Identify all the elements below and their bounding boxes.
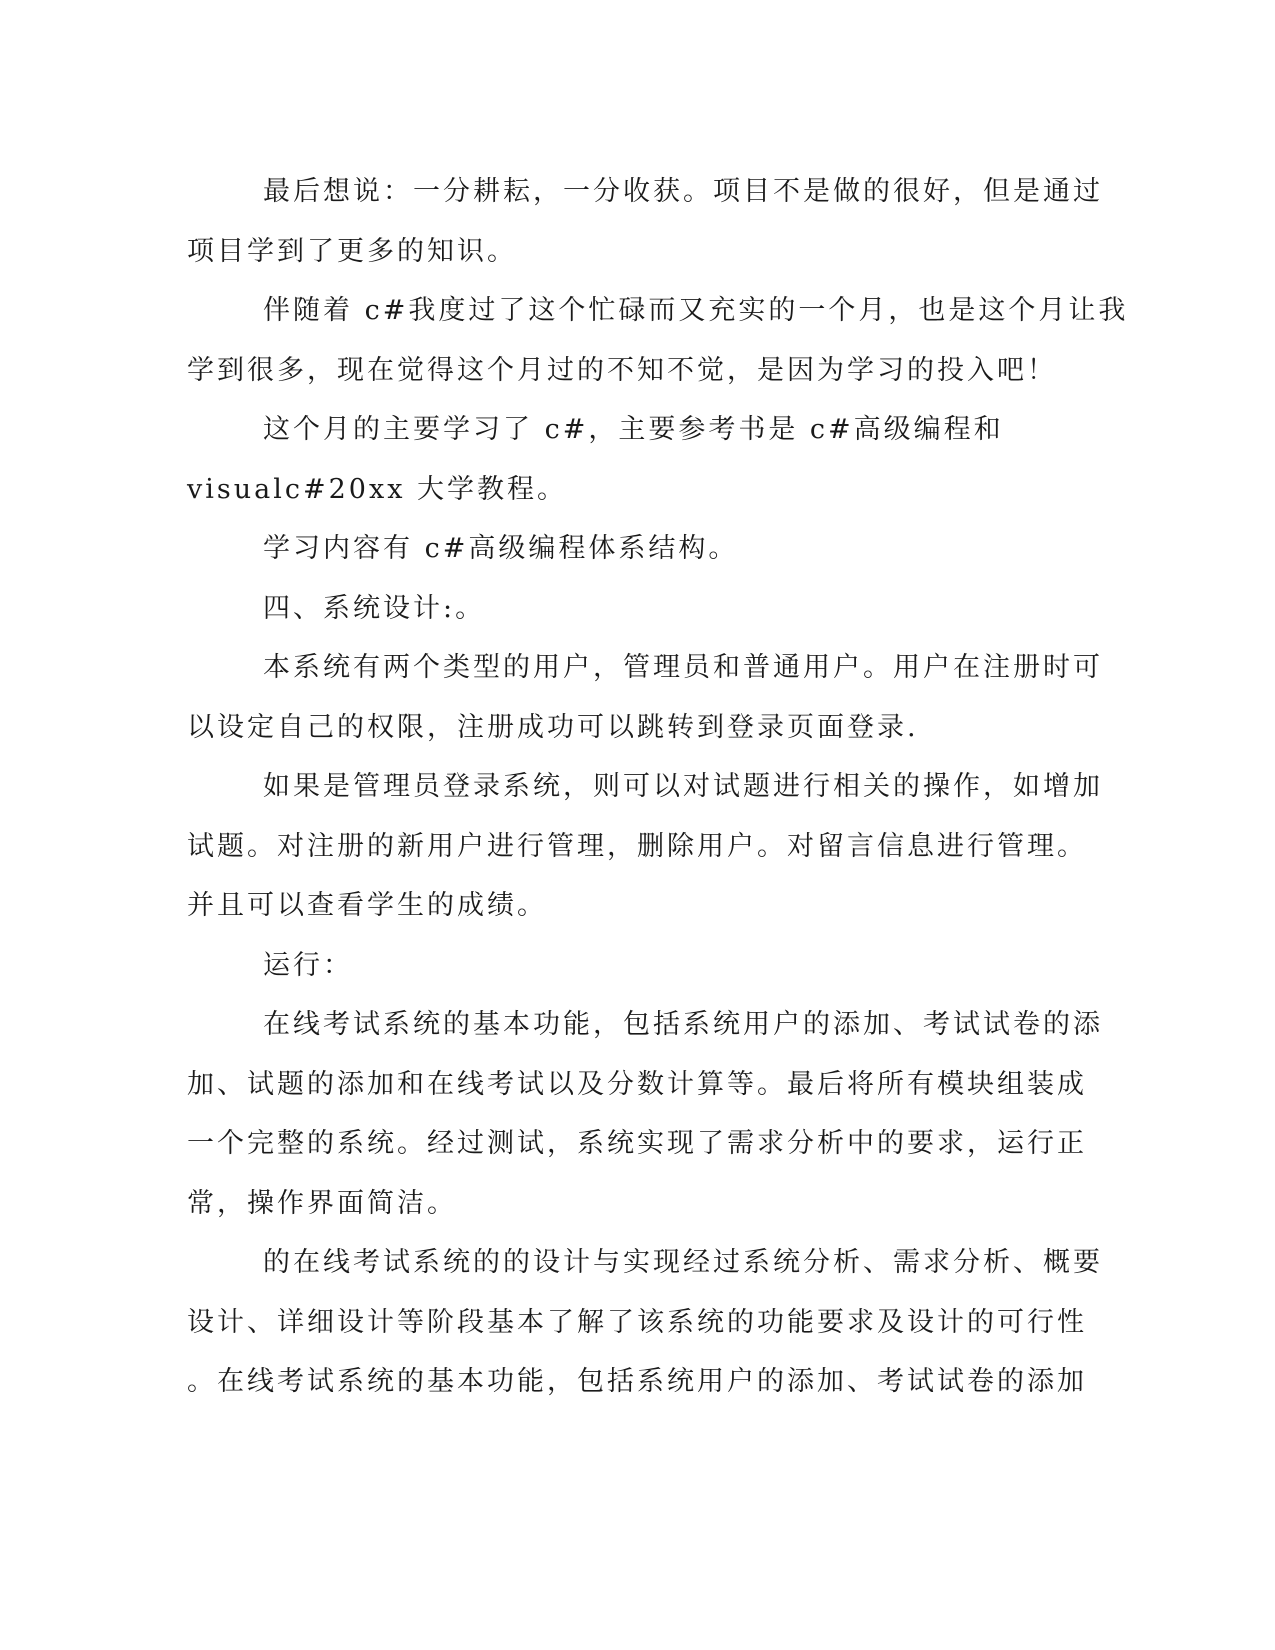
text-line: 的在线考试系统的的设计与实现经过系统分析、需求分析、概要 — [263, 1247, 1103, 1278]
text-line: visualc#20xx 大学教程。 — [187, 473, 568, 505]
text-line: 伴随着 c#我度过了这个忙碌而又充实的一个月，也是这个月让我 — [263, 295, 1129, 326]
text-line: 。在线考试系统的基本功能，包括系统用户的添加、考试试卷的添加 — [187, 1366, 1087, 1397]
text-line: 设计、详细设计等阶段基本了解了该系统的功能要求及设计的可行性 — [187, 1306, 1087, 1338]
document-body — [187, 162, 1129, 1412]
text-line: 在线考试系统的基本功能，包括系统用户的添加、考试试卷的添 — [263, 1009, 1103, 1040]
text-line: 加、试题的添加和在线考试以及分数计算等。最后将所有模块组装成 — [187, 1068, 1087, 1100]
text-line: 一个完整的系统。经过测试，系统实现了需求分析中的要求，运行正 — [187, 1128, 1087, 1159]
text-line: 以设定自己的权限，注册成功可以跳转到登录页面登录. — [187, 711, 919, 743]
text-line: 常，操作界面简洁。 — [187, 1187, 457, 1219]
text-line: 这个月的主要学习了 c#，主要参考书是 c#高级编程和 — [263, 414, 1004, 445]
text-line: 学习内容有 c#高级编程体系结构。 — [263, 533, 739, 564]
text-line: 试题。对注册的新用户进行管理，删除用户。对留言信息进行管理。 — [187, 830, 1087, 862]
text-line: 学到很多，现在觉得这个月过的不知不觉，是因为学习的投入吧！ — [187, 354, 1057, 386]
text-line: 运行： — [263, 949, 353, 981]
text-line: 本系统有两个类型的用户，管理员和普通用户。用户在注册时可 — [263, 652, 1103, 683]
text-line: 并且可以查看学生的成绩。 — [187, 890, 547, 921]
text-line: 项目学到了更多的知识。 — [187, 235, 517, 267]
text-line: 最后想说：一分耕耘，一分收获。项目不是做的很好，但是通过 — [263, 176, 1103, 207]
text-line: 如果是管理员登录系统，则可以对试题进行相关的操作，如增加 — [263, 771, 1103, 802]
text-line: 四、系统设计:。 — [263, 592, 486, 624]
